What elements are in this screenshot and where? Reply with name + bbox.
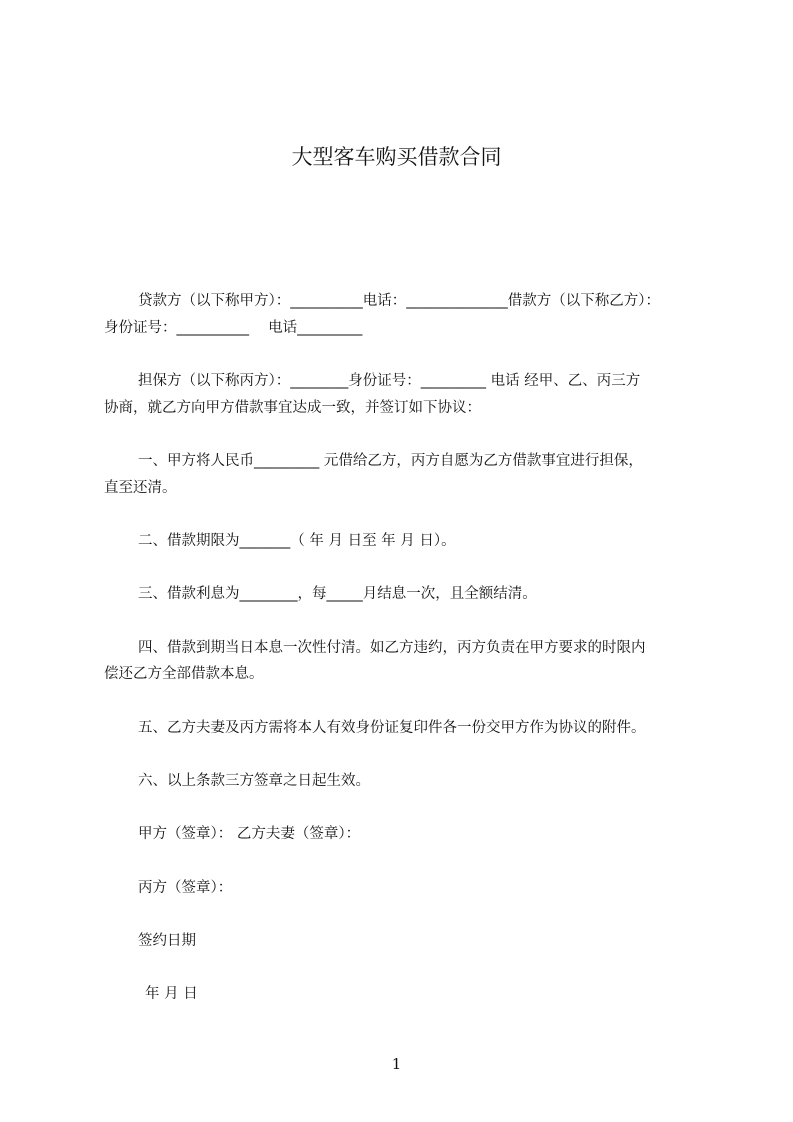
- clause-3-line: 三、借款利息为________，每_____月结息一次，且全额结清。: [138, 586, 537, 602]
- lender-info-line: 贷款方（以下称甲方）：__________电话：______________借款方（以下称乙方）：: [138, 293, 660, 309]
- page-number: 1: [391, 1055, 402, 1073]
- clause-4-line: 四、借款到期当日本息一次性付清。如乙方违约，丙方负责在甲方要求的时限内: [138, 640, 646, 656]
- lender-info-line-2: 身份证号：__________ 电话_________: [104, 320, 363, 336]
- guarantor-info-line-2: 协商，就乙方向甲方借款事宜达成一致，并签订如下协议：: [104, 400, 481, 416]
- signing-date-value: 年 月 日: [145, 986, 198, 1002]
- clause-2-line: 二、借款期限为_______（ 年 月 日至 年 月 日）。: [138, 533, 456, 549]
- clause-5-line: 五、乙方夫妻及丙方需将本人有效身份证复印件各一份交甲方作为协议的附件。: [138, 720, 646, 736]
- signing-date-label: 签约日期: [138, 933, 196, 949]
- clause-1-line-2: 直至还清。: [104, 480, 177, 496]
- guarantor-info-line: 担保方（以下称丙方）：________身份证号：_________ 电话 经甲、乙、丙三方: [138, 373, 641, 389]
- clause-4-line-2: 偿还乙方全部借款本息。: [104, 666, 264, 682]
- clause-1-line: 一、甲方将人民币_________ 元借给乙方，丙方自愿为乙方借款事宜进行担保，: [138, 453, 643, 469]
- signature-line-party-c: 丙方（签章）：: [138, 880, 233, 896]
- document-title: 大型客车购买借款合同: [291, 145, 502, 169]
- signature-line-party-a-b: 甲方（签章）： 乙方夫妻（签章）：: [138, 826, 361, 842]
- clause-6-line: 六、以上条款三方签章之日起生效。: [138, 773, 370, 789]
